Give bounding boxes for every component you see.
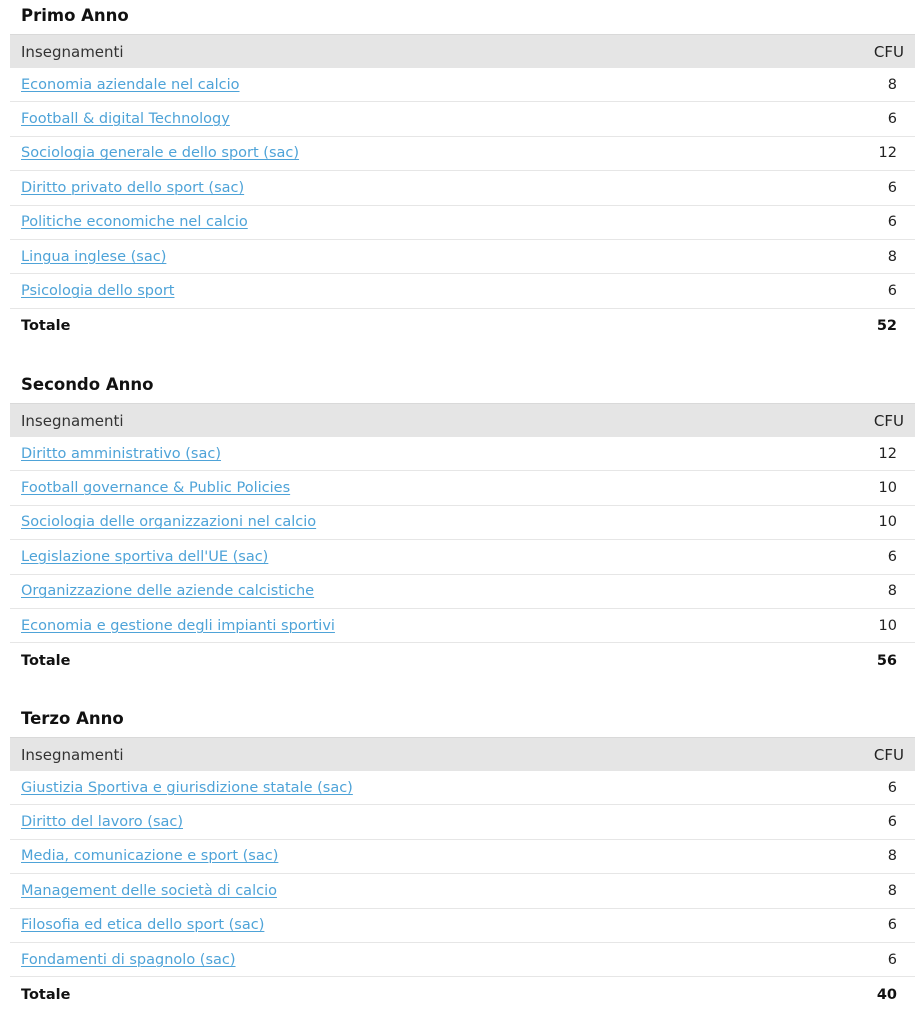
year-section-primo (10, 0, 915, 345)
course-link[interactable]: Psicologia dello sport (21, 283, 175, 300)
course-name-cell (10, 883, 837, 899)
course-name-cell (10, 446, 837, 462)
course-cfu-value: 8 (887, 882, 897, 899)
total-cfu-value: 56 (876, 652, 897, 669)
course-link[interactable]: Filosofia ed etica dello sport (sac) (21, 917, 265, 934)
column-header-course: Insegnamenti (21, 42, 124, 61)
courses-table (10, 403, 915, 678)
courses-table (10, 34, 915, 343)
course-link[interactable]: Football governance & Public Policies (21, 480, 291, 497)
section-title: Primo Anno (21, 6, 129, 25)
course-name-cell (10, 917, 837, 933)
section-title: Terzo Anno (21, 709, 124, 728)
course-name-cell (10, 618, 837, 634)
column-header-cfu: CFU (873, 745, 904, 764)
course-link[interactable]: Sociologia generale e dello sport (sac) (21, 145, 300, 162)
course-cfu-value: 12 (878, 445, 897, 462)
course-cfu-value: 6 (887, 917, 897, 934)
year-section-secondo (10, 369, 915, 679)
course-link[interactable]: Diritto amministrativo (sac) (21, 445, 222, 462)
course-name-cell (10, 848, 837, 864)
course-cfu-value: 8 (887, 248, 897, 265)
course-name-cell (10, 583, 837, 599)
course-cfu-value: 10 (878, 617, 897, 634)
course-cfu-value: 6 (887, 814, 897, 831)
total-row (10, 977, 915, 1011)
total-label: Totale (21, 652, 71, 669)
courses-table (10, 737, 915, 1012)
course-cfu-value: 8 (887, 583, 897, 600)
table-row (10, 240, 915, 274)
table-row (10, 274, 915, 308)
course-cfu-value: 8 (887, 848, 897, 865)
course-link[interactable]: Politiche economiche nel calcio (21, 214, 248, 231)
table-row (10, 68, 915, 102)
column-header-cfu: CFU (873, 411, 904, 430)
course-link[interactable]: Football & digital Technology (21, 111, 230, 128)
table-header (10, 737, 915, 771)
course-name-cell (10, 180, 837, 196)
course-name-cell (10, 814, 837, 830)
course-cfu-value: 6 (887, 283, 897, 300)
course-name-cell (10, 549, 837, 565)
table-row (10, 805, 915, 839)
table-row (10, 471, 915, 505)
column-header-course: Insegnamenti (21, 411, 124, 430)
course-name-cell (10, 214, 837, 230)
column-header-cfu: CFU (873, 42, 904, 61)
table-row (10, 137, 915, 171)
course-cfu-value: 12 (878, 145, 897, 162)
course-name-cell (10, 145, 837, 161)
course-name-cell (10, 480, 837, 496)
course-name-cell (10, 77, 837, 93)
course-link[interactable]: Economia e gestione degli impianti sportivi (21, 617, 335, 634)
table-body (10, 437, 915, 678)
table-row (10, 437, 915, 471)
total-cfu-value: 40 (876, 986, 897, 1003)
course-cfu-value: 6 (887, 779, 897, 796)
section-title: Secondo Anno (21, 375, 154, 394)
table-row (10, 506, 915, 540)
course-name-cell (10, 952, 837, 968)
course-link[interactable]: Legislazione sportiva dell'UE (sac) (21, 548, 269, 565)
table-row (10, 206, 915, 240)
total-label: Totale (21, 986, 71, 1003)
course-cfu-value: 6 (887, 214, 897, 231)
course-link[interactable]: Organizzazione delle aziende calcistiche (21, 583, 315, 600)
table-row (10, 102, 915, 136)
column-header-course: Insegnamenti (21, 745, 124, 764)
table-row (10, 609, 915, 643)
course-cfu-value: 6 (887, 179, 897, 196)
table-row (10, 771, 915, 805)
table-row (10, 575, 915, 609)
table-body (10, 771, 915, 1012)
course-name-cell (10, 780, 837, 796)
table-row (10, 540, 915, 574)
course-name-cell (10, 111, 837, 127)
course-link[interactable]: Giustizia Sportiva e giurisdizione statale (sac) (21, 779, 353, 796)
course-name-cell (10, 283, 837, 299)
course-link[interactable]: Media, comunicazione e sport (sac) (21, 848, 279, 865)
course-link[interactable]: Fondamenti di spagnolo (sac) (21, 951, 236, 968)
table-row (10, 874, 915, 908)
course-name-cell (10, 514, 837, 530)
table-row (10, 840, 915, 874)
course-link[interactable]: Diritto privato dello sport (sac) (21, 179, 245, 196)
table-header (10, 403, 915, 437)
course-link[interactable]: Sociologia delle organizzazioni nel calcio (21, 514, 317, 531)
course-name-cell (10, 249, 837, 265)
course-cfu-value: 6 (887, 111, 897, 128)
course-link[interactable]: Lingua inglese (sac) (21, 248, 167, 265)
total-row (10, 643, 915, 677)
course-cfu-value: 10 (878, 480, 897, 497)
course-cfu-value: 6 (887, 548, 897, 565)
total-cfu-value: 52 (876, 317, 897, 334)
table-header (10, 34, 915, 68)
total-row (10, 309, 915, 343)
course-cfu-value: 8 (887, 76, 897, 93)
course-link[interactable]: Economia aziendale nel calcio (21, 76, 240, 93)
table-body (10, 68, 915, 343)
course-link[interactable]: Management delle società di calcio (21, 882, 277, 899)
table-row (10, 171, 915, 205)
year-section-terzo (10, 703, 915, 1018)
course-cfu-value: 10 (878, 514, 897, 531)
table-row (10, 943, 915, 977)
total-label: Totale (21, 317, 71, 334)
course-cfu-value: 6 (887, 951, 897, 968)
table-row (10, 909, 915, 943)
course-link[interactable]: Diritto del lavoro (sac) (21, 814, 184, 831)
